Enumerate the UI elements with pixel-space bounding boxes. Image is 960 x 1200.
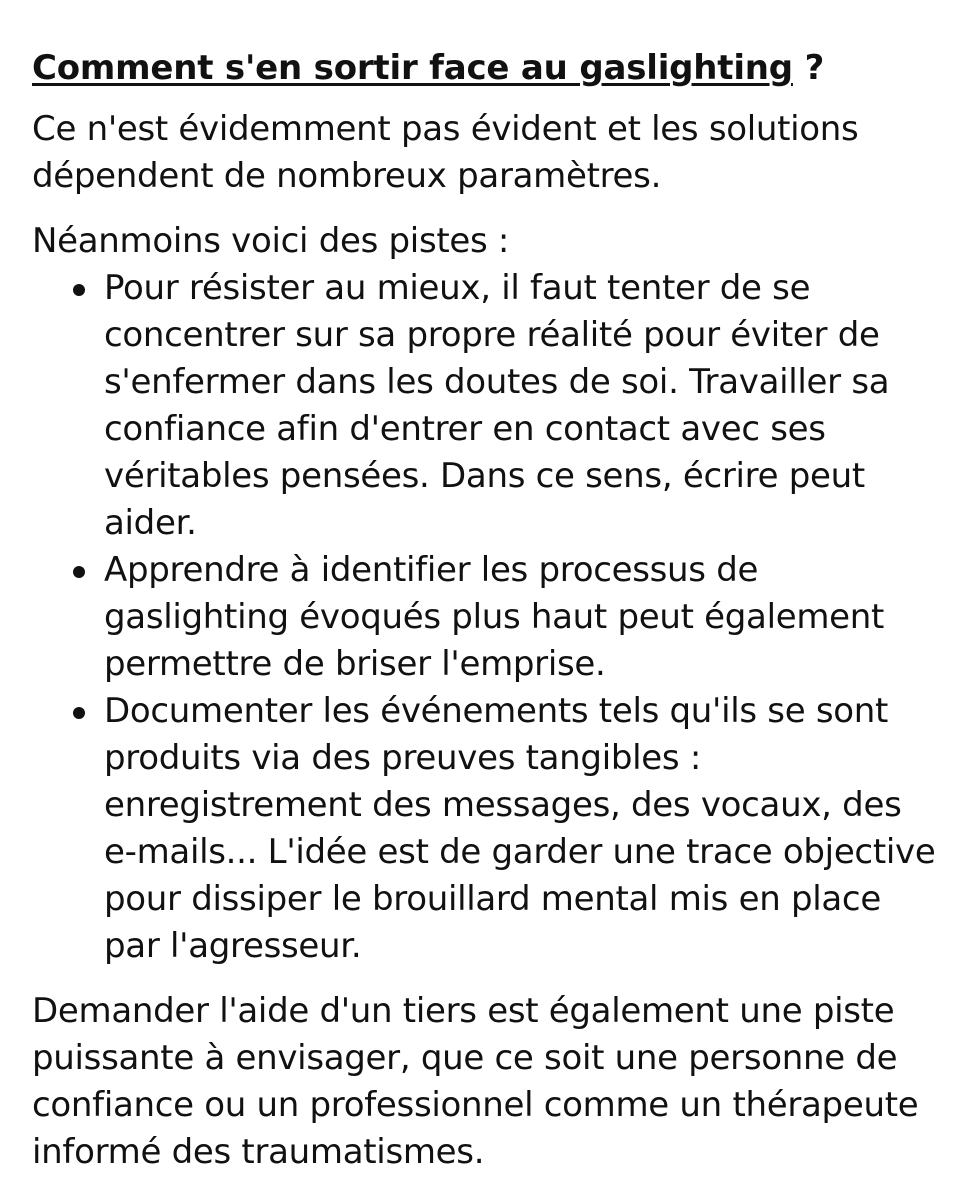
list-item-text: Documenter les événements tels qu'ils se sont produits via des preuves tangibles : enregistrement des messages, des vocaux, des e-mails... L'idée est de garder une trace objective pour dissiper le brouillard mental mis en place par l'agresseur. xyxy=(104,691,936,966)
heading-underlined-text: Comment s'en sortir face au gaslighting xyxy=(32,48,793,88)
tips-list xyxy=(32,265,937,970)
section-heading xyxy=(32,40,937,96)
heading-question-mark: ? xyxy=(792,48,825,88)
bullet-icon xyxy=(73,707,85,719)
bullet-icon xyxy=(73,284,85,296)
list-item xyxy=(104,688,937,970)
lead-paragraph: Néanmoins voici des pistes : xyxy=(32,221,510,261)
list-item-text: Pour résister au mieux, il faut tenter de se concentrer sur sa propre réalité pour éviter de s'enfermer dans les doutes de soi. Travailler sa confiance afin d'entrer en contact avec ses véritables pensées. Dans ce sens, écrire peut aider. xyxy=(104,268,890,543)
list-item xyxy=(104,547,937,688)
list-item-text: Apprendre à identifier les processus de gaslighting évoqués plus haut peut également permettre de briser l'emprise. xyxy=(104,550,885,684)
document-page xyxy=(32,40,937,1176)
conclusion-paragraph: Demander l'aide d'un tiers est également une piste puissante à envisager, que ce soit une personne de confiance ou un professionnel comme un thérapeute informé des traumatismes. xyxy=(32,991,919,1172)
intro-paragraph: Ce n'est évidemment pas évident et les solutions dépendent de nombreux paramètres. xyxy=(32,109,859,196)
bullet-icon xyxy=(73,566,85,578)
list-item xyxy=(104,265,937,547)
